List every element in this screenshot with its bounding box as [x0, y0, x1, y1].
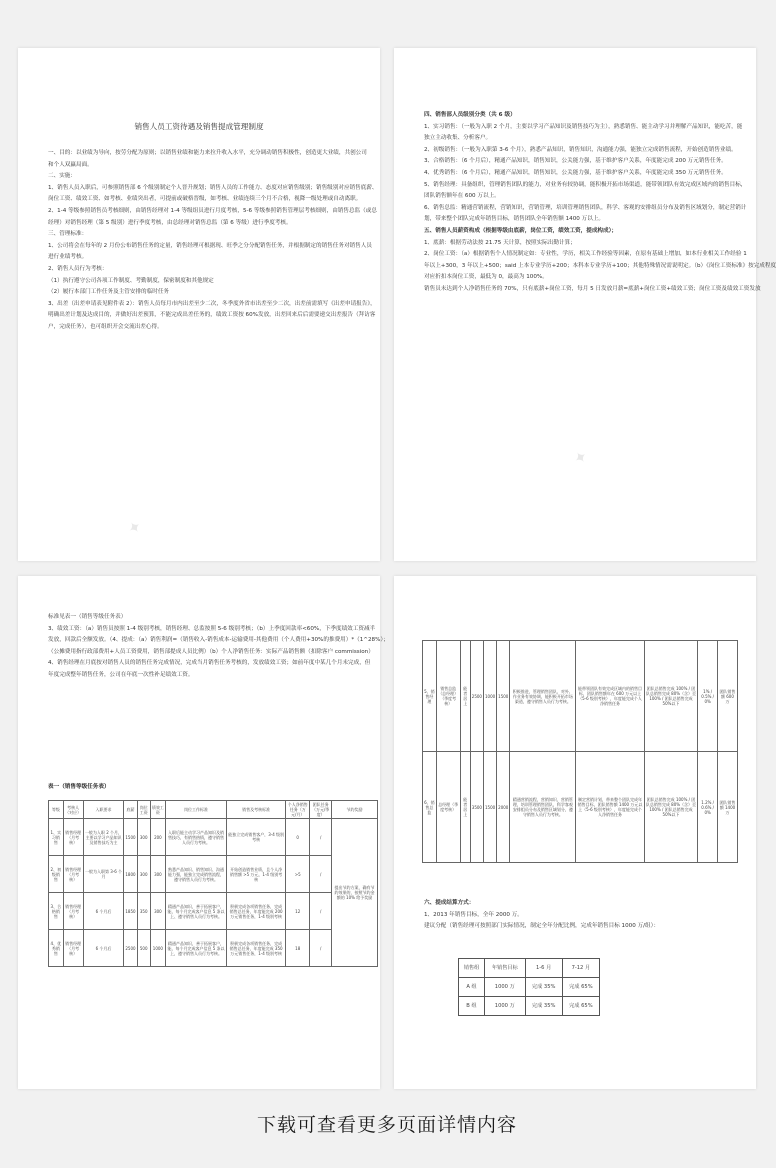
table-cell: 0: [286, 819, 310, 856]
text-line: 户，完成任务），也可组织开会交流出差心得。: [48, 323, 163, 330]
table-cell: 销售经理（月考核）: [63, 819, 83, 856]
table-cell: 能带领团队有效完成区域内的销售目标，团队销售额年在 600 万元以上（5-6 级别考核），年度能完成个人净销售任务: [576, 641, 644, 752]
table-cell: 团队销售额 600 万: [717, 641, 737, 752]
table-cell: 1000 万: [485, 978, 526, 997]
table-cell: 300: [137, 819, 150, 856]
text-line: 4、优秀销售：（6 个月后），精通产品知识，销售知识，公关能力强，基于维护客户关系，年度能完成 350 万元销售任务。: [424, 169, 727, 176]
table-cell: 5、销售经理: [423, 641, 437, 752]
text-line: 经理）对销售经理（第 5 级别）进行季度考核，由总经理对销售总监（第 6 等级）进行季度考核。: [48, 219, 292, 226]
page1-body: [48, 148, 378, 334]
table-cell: 4、优秀销售: [49, 930, 64, 967]
text-line: 团队销售额年在 600 万以上。: [424, 193, 500, 200]
table-cell: 300: [137, 856, 150, 893]
table-cell: 300: [150, 856, 165, 893]
text-line: 1、2013 年销售目标，全年 2000 万。: [424, 911, 523, 918]
table-cell: 1000 万: [485, 997, 526, 1016]
table-cell: 500: [137, 930, 150, 967]
table-header-cell: 团队任务（万元/季度）: [310, 801, 332, 819]
table-cell: 200: [150, 819, 165, 856]
sales-level-table: [48, 800, 378, 967]
table-cell: 能者居上: [460, 641, 470, 752]
table-cell: 1% / 0.5% / 0%: [698, 641, 717, 752]
table-cell: 6 个月后: [83, 930, 124, 967]
table-header-cell: 节约奖励: [331, 801, 377, 819]
table-cell: 6、销售总监: [423, 752, 437, 863]
table-row: [423, 752, 738, 863]
table-cell: 能独立完成销售客户，3-4 级别考核: [227, 819, 286, 856]
table-cell: 团队总销售完成 100% / 团队总销售完成 80%（含）至 100% / 团队总销售完成 50%以下: [644, 641, 698, 752]
table-cell: 积极完成各项销售任务，完成销售总任务，年度能完成 350 万元销售任务，1-4 级别考核: [227, 930, 286, 967]
text-line: 6、销售总监：精通营销流程，营销知识，营销管理，培训管理销售团队，科学、客观的安排组员分布及销售区域划分，制定营销计: [424, 204, 747, 211]
table-header-cell: 底薪: [124, 801, 137, 819]
table-header-cell: 销售组: [459, 959, 485, 978]
table-header-cell: 岗位工资: [137, 801, 150, 819]
table-cell: 1500: [497, 641, 510, 752]
text-line: （1）执行遵守公司各项工作制度、考勤制度，保密制度和其他规定: [48, 277, 214, 284]
table-cell: /: [310, 930, 332, 967]
table-cell: 销售经理（月考核）: [63, 930, 83, 967]
text-line: 1、底薪：根据劳动法按 21.75 天计算，按照实际出勤计算；: [424, 239, 576, 246]
text-line: 1、公司将会在每年的 2 月份公布销售任务的定量，销售经理可根据现、旺季之分分配销售任务，并根据制定的销售任务对销售人员: [48, 242, 372, 249]
table-cell: 1800: [124, 856, 137, 893]
table-cell: 积极推进，管理销售团队，对外、作业务有效协调，能积极开拓市场渠道，遵守销售人员行为考核。: [510, 641, 576, 752]
table-cell: >5: [286, 856, 310, 893]
document-title: 销售人员工资待遇及销售提成管理制度: [134, 122, 264, 131]
table-cell: 完成 35%: [525, 978, 562, 997]
table-row: [459, 978, 600, 997]
table-cell: 1500: [483, 752, 496, 863]
allocation-table: [458, 958, 600, 1016]
text-line: 划，带来整个团队完成年销售目标，销售团队全年销售额 1400 万以上。: [424, 216, 605, 223]
table-row: [49, 819, 378, 856]
text-line: 六、提成结算方式：: [424, 900, 475, 906]
table-cell: 12: [286, 893, 310, 930]
text-line: 和个人双赢局面。: [48, 161, 93, 168]
table-cell: 入职后能主动学习产品知识及销售技巧，有销售热情，遵守销售人员行为考核。: [165, 819, 226, 856]
text-line: 1、销售人员入职后，可参照销售部 6 个级别制定个人晋升规划；销售人员的工作能力、态度对应销售级别；销售级别对应销售底薪、: [48, 184, 378, 191]
text-line: 2、1-4 等级参照销售员考核细则，由销售经理对 1-4 等级组员进行月度考核，5-6 等级参照销售管理层考核细则，由销售总监（或总: [48, 207, 377, 214]
watermark: ✦: [123, 515, 146, 540]
text-line: 4、销售经理在月底按对销售人员的销售任务完成情况，完成当月销售任务考核的，发放绩效工资；如前年度中某几个月未完成，但: [48, 660, 371, 667]
table-cell: 2500: [124, 930, 137, 967]
text-line: 2、销售人员行为考核：: [48, 265, 108, 272]
table-cell: 完成 35%: [525, 997, 562, 1016]
text-line: 独立主动收集、分析客户。: [424, 135, 492, 142]
table-cell: 1、实习销售: [49, 819, 64, 856]
table-header-cell: 绩效工资: [150, 801, 165, 819]
page2-body: [424, 110, 776, 296]
text-line: 年以上+300，3 年以上+500；said 上本专业学历+200；本科本专业学历+100；其他特殊情况需说明定。（b）《岗位工资标准》按完成程度: [424, 262, 776, 269]
text-line: 四、销售部人员级别分类（共 6 级）: [424, 112, 516, 118]
text-line: 1、实习销售：（一般为入职 2 个月，主要以学习产品知识及销售技巧为主），熟悉销售、能主动学习并理解产品知识，能吃苦，能: [424, 123, 743, 130]
text-line: 年度完成整年销售任务，公司在年底一次性补足绩效工资。: [48, 671, 194, 678]
table-header-cell: 考核人（对应）: [63, 801, 83, 819]
table-cell: 制定营销计划，带来整个团队完成年销售目标，团队销售额 1400 万元以上（5-6 级别考核），年度能完成个人净销售任务: [576, 752, 644, 863]
table-header-cell: 岗位工作标准: [165, 801, 226, 819]
table-caption: 表一（销售等级任务表）: [48, 784, 110, 790]
table-cell: /: [310, 893, 332, 930]
sales-level-table-continued: [422, 640, 738, 863]
table-header-cell: 年销售目标: [485, 959, 526, 978]
table-cell: 6 个月后: [83, 893, 124, 930]
table-cell: 2000: [497, 752, 510, 863]
text-line: 标准见表一（销售等级任务表）: [48, 614, 127, 620]
watermark: ✦: [569, 445, 592, 470]
table-cell: 3500: [470, 752, 483, 863]
text-line: 3、合格销售：（6 个月后），精通产品知识，销售知识，公关能力强，基于维护客户关系，年度能完成 200 万元销售任务。: [424, 158, 727, 165]
text-line: 建议分配（销售经理可按照部门实际情况，制定全年分配比例，完成年销售目标 1000 万/组）：: [424, 923, 660, 930]
table-cell: 熟悉产品知识、销售知识、沟通能力强，能独立完成销售流程，遵守销售人员行为考核。: [165, 856, 226, 893]
text-line: 三、管理标准：: [48, 231, 88, 238]
table-cell: 团队销售额 1400 万: [717, 752, 737, 863]
table-cell: 1.2% / 0.6% / 0%: [698, 752, 717, 863]
table-header-cell: 等级: [49, 801, 64, 819]
table-header-cell: 7-12 月: [562, 959, 599, 978]
text-line: 销售员未达到个人净销售任务的 70%，只有底薪+岗位工资，每月 5 日发放月薪=底薪+岗位工资+绩效工资；岗位工资及绩效工资发放: [424, 285, 761, 292]
table-cell: 一般为入职 2 个月，主要以学习产品知识及销售技巧为主: [83, 819, 124, 856]
table-cell: 能者居上: [460, 752, 470, 863]
text-line: 进行业绩考核。: [48, 254, 88, 261]
table-cell: 一般为入职第 3-6 个月: [83, 856, 124, 893]
table-cell: 2、初级销售: [49, 856, 64, 893]
document-page-1: [18, 48, 380, 561]
table-cell: 1000: [150, 930, 165, 967]
table-row: [49, 930, 378, 967]
table-cell: 1850: [124, 893, 137, 930]
text-line: 五、销售人员薪资构成（根据等级由底薪，岗位工资，绩效工资，提成构成）；: [424, 227, 617, 234]
text-line: 2、初级销售：（一般为入职第 3-6 个月），熟悉产品知识，销售知识，沟通能力强，能独立完成销售流程，开始创造销售业绩。: [424, 146, 737, 153]
table-cell: 完成 65%: [562, 997, 599, 1016]
text-line: 明确出差计划及达成目的，并做好出差预算，不能完成出差任务的，绩效工资按 60%发放，出差回来后后需要递交出差报告（拜访客: [48, 312, 376, 319]
table-cell: 开始创造销售业绩，且个人净销售额 >5 万元，1-4 级别考核: [227, 856, 286, 893]
table-cell: 1500: [124, 819, 137, 856]
table-row: [49, 893, 378, 930]
table-cell: B 组: [459, 997, 485, 1016]
text-line: 一、目的：以业绩为导向，按劳分配为原则；以销售业绩和能力来拉升收入水平，充分调动销售积极性，创造更大业绩，共创公司: [48, 150, 367, 156]
download-more-text[interactable]: 下载可查看更多页面详情内容: [256, 1114, 517, 1136]
table-header-cell: 入职要求: [83, 801, 124, 819]
text-line: （2）履行本部门工作任务及主管安排的临时任务: [48, 289, 170, 296]
text-line: 3、出差（出差申请表见附件表 2）：销售人员每月市内出差至少二次，冬季度外省市出差至少二次，出差前需填写《出差申请报告》，: [48, 300, 376, 307]
document-page-2: [394, 48, 776, 561]
table-row: [423, 641, 738, 752]
table-header-cell: 1-6 月: [525, 959, 562, 978]
table-cell: 团队总销售完成 100% / 团队总销售完成 80%（含）至 100% / 团队总销售完成 50%以下: [644, 752, 698, 863]
table-cell: 完成 65%: [562, 978, 599, 997]
page3-body: [48, 612, 389, 682]
text-line: 对应折扣本岗位工资，最低为 0，最高为 100%。: [424, 274, 548, 281]
table-header-cell: 个人净销售任务（万元/月）: [286, 801, 310, 819]
text-line: （公摊费用指行政部费用+人员工资费用，销售部提成人员比例）（b）个人净销售任务：实际产品销售额（扣除客户 commission）: [48, 648, 374, 655]
table-row: [459, 997, 600, 1016]
table-header-cell: 销售及考核标准: [227, 801, 286, 819]
table-cell: 积极完成各项销售任务，完成销售总任务，年度能完成 200 万元销售任务，1-4 级别考核: [227, 893, 286, 930]
table-cell: 350: [137, 893, 150, 930]
text-line: 5、销售经理：具备组织，管理销售团队的能力，对业务有较协调，能积极开拓市场渠道，能带领团队有效完成区域内的销售目标，: [424, 181, 747, 188]
document-page-4: [394, 576, 756, 1089]
table-cell: 18: [286, 930, 310, 967]
text-line: 2、岗位工资：（a）根据销售个人情况制定如：专业性，学历，相关工作经验等因素，在原有基础上增加，如本行业相关工作经验 1: [424, 251, 747, 258]
table-cell: 精通产品知识，善于拓展客户，能、每个月完成客户信息 5 条以上，遵守销售人员行为考核。: [165, 930, 226, 967]
text-line: 二、实施：: [48, 173, 76, 180]
table-cell: 精通营销流程，营销知识，营销管理，培训管理销售团队，科学客观安排组员分布及销售区域划分，遵守销售人员行为考核。: [510, 752, 576, 863]
table-cell: 销售总监（总经理）（季度考核）: [436, 641, 460, 752]
table-side-note: 提出节约方案，确有节约效果的，按照节约金额的 10% 给予奖励: [331, 819, 377, 967]
text-line: 3、绩效工资：（a）销售员按照 1-4 级别考核，销售经理、总监按照 5-6 级别考核；（b）上季度回款率<60%，下季度绩效工资减半: [48, 625, 376, 632]
table-cell: 300: [150, 893, 165, 930]
table-cell: /: [310, 856, 332, 893]
document-page-3: [18, 576, 389, 1089]
table-cell: 1000: [483, 641, 496, 752]
text-line: 发放，回款后全额发放。（4、提成：（a）销售利润=（销售收入-销售成本-运输费用-其他费用（个人费用+30%的推费用）*（1^28%）；: [48, 637, 389, 644]
table-cell: 总经理（季度考核）: [436, 752, 460, 863]
table-cell: 2500: [470, 641, 483, 752]
table-row: [49, 856, 378, 893]
page4-body: [424, 898, 736, 933]
table-cell: A 组: [459, 978, 485, 997]
table-cell: 精通产品知识，善于拓展客户，能、每个月完成客户信息 5 条以上、遵守销售人员行为考核。: [165, 893, 226, 930]
table-cell: /: [310, 819, 332, 856]
table-cell: 销售经理（月考核）: [63, 893, 83, 930]
text-line: 岗位工资、绩效工资、如考核、业绩突出者，可提前或破格晋级，如考核、业绩连续三个月不合格，视降一级处理或自动离职。: [48, 196, 362, 203]
table-cell: 3、合格销售: [49, 893, 64, 930]
table-cell: 销售经理（月考核）: [63, 856, 83, 893]
